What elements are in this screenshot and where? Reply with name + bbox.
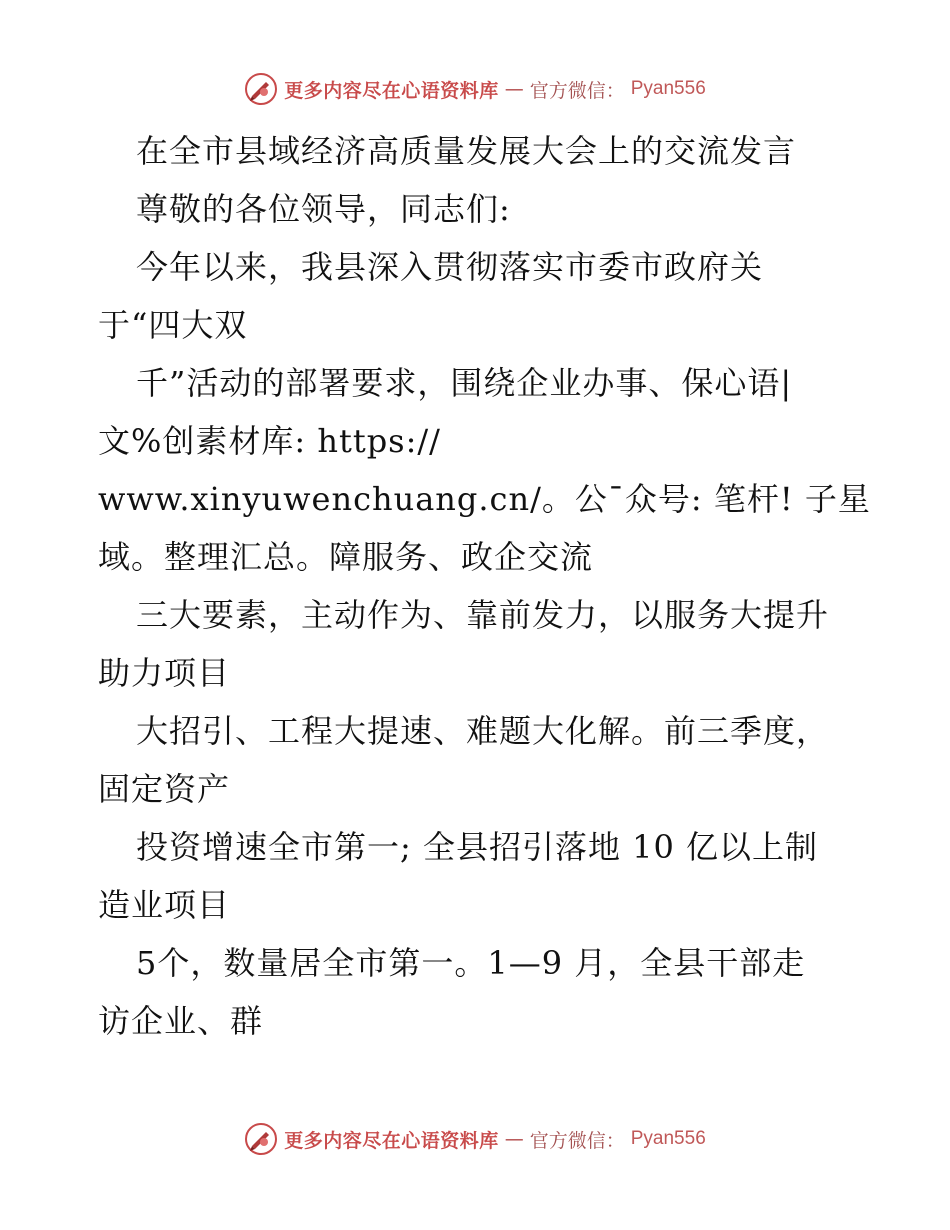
paragraph-line: 助力项目 [98,654,231,692]
paragraph-line: 今年以来，我县深入贯彻落实市委市政府关 [136,248,764,286]
salutation: 尊敬的各位领导，同志们: [136,190,511,228]
paragraph-line: 于“四大双 [98,306,248,344]
watermark-wechat-label: 官方微信： [529,79,625,102]
document-title: 在全市县域经济高质量发展大会上的交流发言 [136,132,797,170]
paragraph-line: www.xinyuwenchuang.cn/。公¯众号: 笔杆! 子星 [98,480,871,518]
paragraph-line: 造业项目 [98,886,231,924]
watermark-separator: — [504,78,524,100]
watermark-wechat-label: 官方微信： [529,1129,625,1152]
pen-logo-icon [244,72,278,106]
footer-watermark [0,1122,950,1156]
watermark-wechat-id: Pyan556 [630,78,706,99]
paragraph-line: 访企业、群 [98,1002,264,1040]
paragraph-line: 投资增速全市第一; 全县招引落地 10 亿以上制 [136,828,819,866]
watermark-brand-text: 更多内容尽在心语资料库 [284,79,499,102]
paragraph-line: 大招引、工程大提速、难题大化解。前三季度， [136,712,830,750]
paragraph-line: 5个，数量居全市第一。1—9 月，全县干部走 [136,944,806,982]
watermark-brand-text: 更多内容尽在心语资料库 [284,1129,499,1152]
paragraph-line: 域。整理汇总。障服务、政企交流 [98,538,594,576]
paragraph-line: 三大要素，主动作为、靠前发力，以服务大提升 [136,596,830,634]
watermark-separator: — [504,1128,524,1150]
paragraph-line: 千”活动的部署要求，围绕企业办事、保心语| [136,364,793,402]
paragraph-line: 固定资产 [98,770,231,808]
pen-logo-icon [244,1122,278,1156]
document-body [98,122,871,1050]
watermark-wechat-id: Pyan556 [630,1128,706,1149]
paragraph-line: 文%创素材库: https:// [98,422,441,460]
header-watermark [0,72,950,106]
